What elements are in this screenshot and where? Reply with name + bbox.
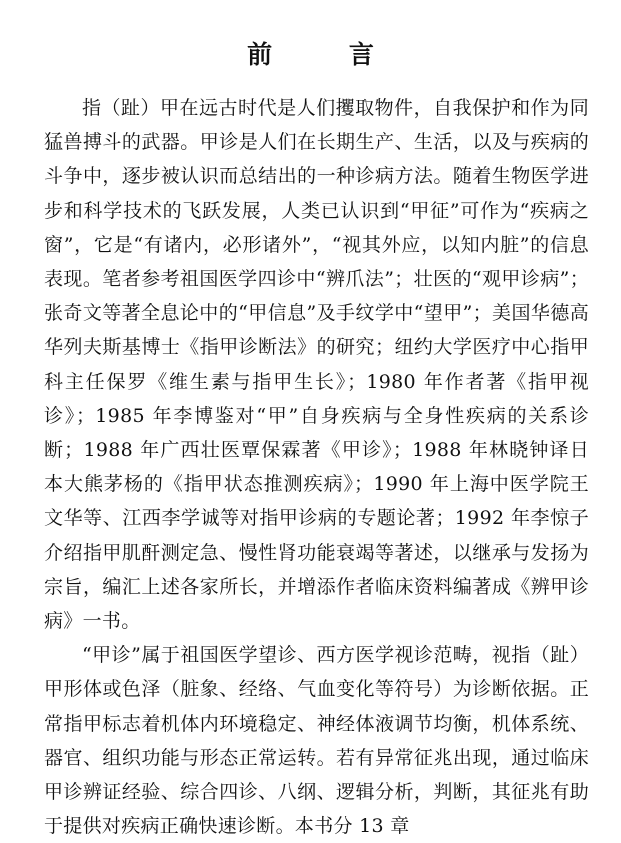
paragraph-1: 指（趾）甲在远古时代是人们攫取物件，自我保护和作为同猛兽搏斗的武器。甲诊是人们在长期生产、生活，以及与疾病的斗争中，逐步被认识而总结出的一种诊病方法。随着生物医学进步和科学技术的飞跃发展，人类已认识到“甲征”可作为“疾病之窗”，它是“有诸内，必形诸外”，“视其外应，以知内脏”的信息表现。笔者参考祖国医学四诊中“辨爪法”；壮医的“观甲诊病”；张奇文等著全息论中的“甲信息”及手纹学中“望甲”；美国华德高华列夫斯基博士《指甲诊断法》的研究；纽约大学医疗中心指甲科主任保罗《维生素与指甲生长》；1980 年作者著《指甲视诊》；1985 年李博鉴对“甲”自身疾病与全身性疾病的关系诊断；1988 年广西壮医覃保霖著《甲诊》；1988 年林晓钟译日本大熊茅杨的《指甲状态推测疾病》；1990 年上海中医学院王文华等、江西李学诚等对指甲诊病的专题论著；1992 年李惊子介绍指甲肌酐测定急、慢性肾功能衰竭等著述，以继承与发扬为宗旨，编汇上述各家所长，并增添作者临床资料编著成《辨甲诊病》一书。 bbox=[44, 97, 589, 633]
page-title: 前 言 bbox=[247, 39, 408, 69]
paragraph-2: “甲诊”属于祖国医学望诊、西方医学视诊范畴，视指（趾）甲形体或色泽（脏象、经络、气血变化等符号）为诊断依据。正常指甲标志着机体内环境稳定、神经体液调节均衡，机体系统、器官、组织功能与形态正常运转。若有异常征兆出现，通过临床甲诊辨证经验、综合四诊、八纲、逻辑分析，判断，其征兆有助于提供对疾病正确快速诊断。本书分 13 章 bbox=[44, 644, 589, 838]
document-body bbox=[44, 91, 589, 843]
